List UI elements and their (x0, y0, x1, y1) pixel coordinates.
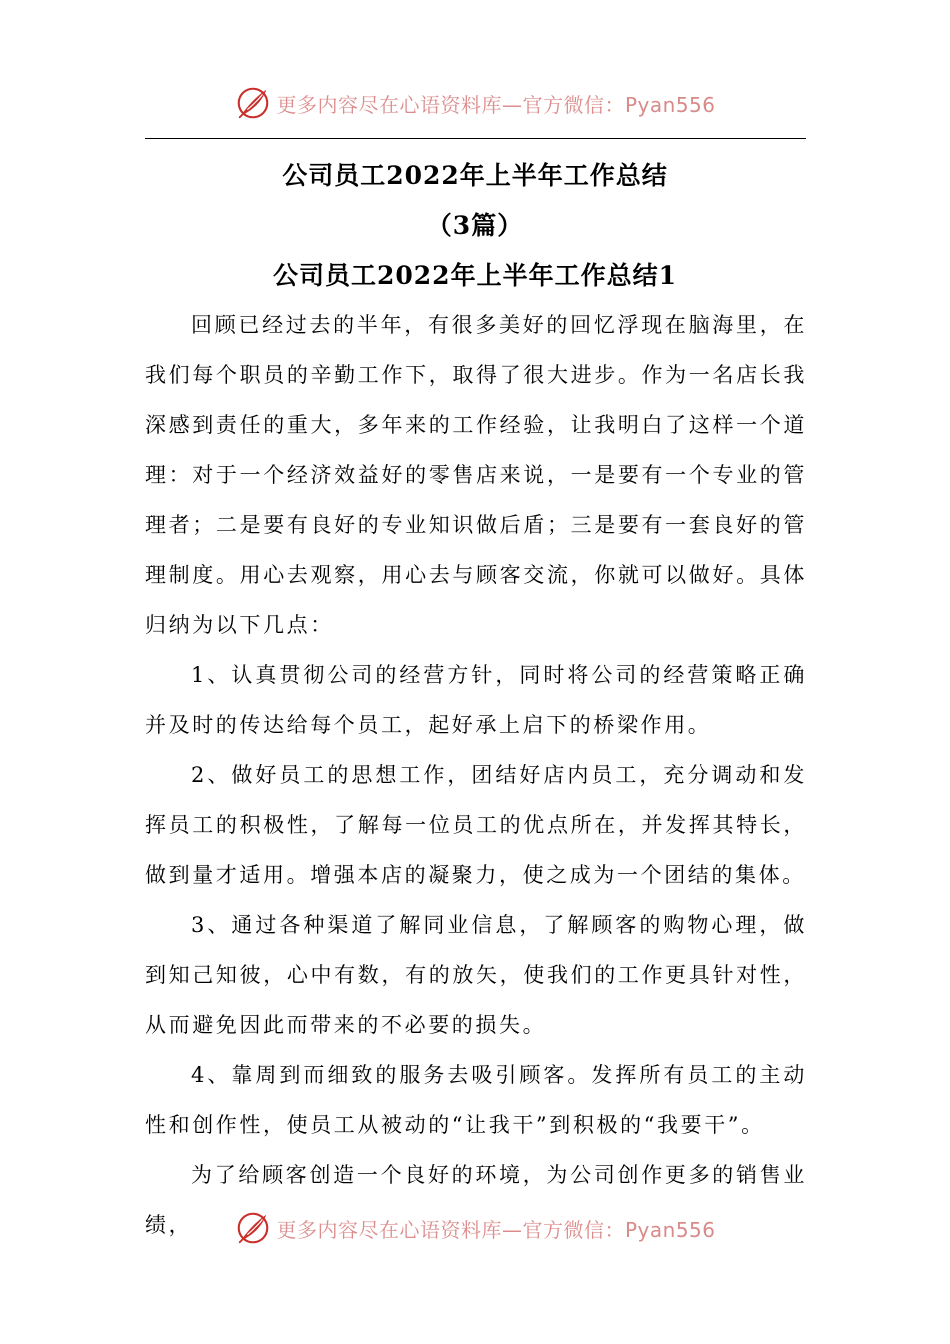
section-title: 公司员工2022年上半年工作总结1 (273, 261, 677, 290)
footer-wechat-id: Pyan556 (624, 1217, 716, 1242)
body-paragraph: 3、通过各种渠道了解同业信息，了解顾客的购物心理，做到知己知彼，心中有数，有的放矢，使我们的工作更具针对性，从而避免因此而带来的不必要的损失。 (145, 913, 807, 1037)
body-paragraph: 2、做好员工的思想工作，团结好店内员工，充分调动和发挥员工的积极性，了解每一位员工的优点所在，并发挥其特长，做到量才适用。增强本店的凝聚力，使之成为一个团结的集体。 (145, 763, 807, 887)
header-divider (145, 138, 806, 139)
feather-pen-logo-icon (234, 1209, 272, 1247)
document-title: 公司员工2022年上半年工作总结 (282, 161, 668, 190)
feather-pen-logo-icon (234, 84, 272, 122)
body-paragraph: 为了给顾客创造一个良好的环境，为公司创作更多的销售业绩， (145, 1163, 807, 1237)
document-body (145, 300, 807, 1250)
header-watermark-text (276, 89, 715, 118)
body-paragraph: 1、认真贯彻公司的经营方针，同时将公司的经营策略正确并及时的传达给每个员工，起好承上启下的桥梁作用。 (145, 663, 807, 737)
document-subtitle: （3篇） (426, 211, 524, 240)
header-watermark-banner (0, 83, 950, 123)
header-watermark-label: 更多内容尽在心语资料库—官方微信： (276, 92, 625, 117)
body-paragraph: 4、靠周到而细致的服务去吸引顾客。发挥所有员工的主动性和创作性，使员工从被动的“让我干”到积极的“我要干”。 (145, 1063, 807, 1137)
body-paragraph: 回顾已经过去的半年，有很多美好的回忆浮现在脑海里，在我们每个职员的辛勤工作下，取得了很大进步。作为一名店长我深感到责任的重大，多年来的工作经验，让我明白了这样一个道理：对于一个经济效益好的零售店来说，一是要有一个专业的管理者；二是要有良好的专业知识做后盾；三是要有一套良好的管理制度。用心去观察，用心去与顾客交流，你就可以做好。具体归纳为以下几点： (145, 313, 807, 637)
footer-watermark-text (276, 1214, 715, 1243)
footer-watermark-label: 更多内容尽在心语资料库—官方微信： (276, 1217, 625, 1242)
header-wechat-id: Pyan556 (624, 92, 716, 117)
footer-watermark-banner (0, 1208, 950, 1248)
